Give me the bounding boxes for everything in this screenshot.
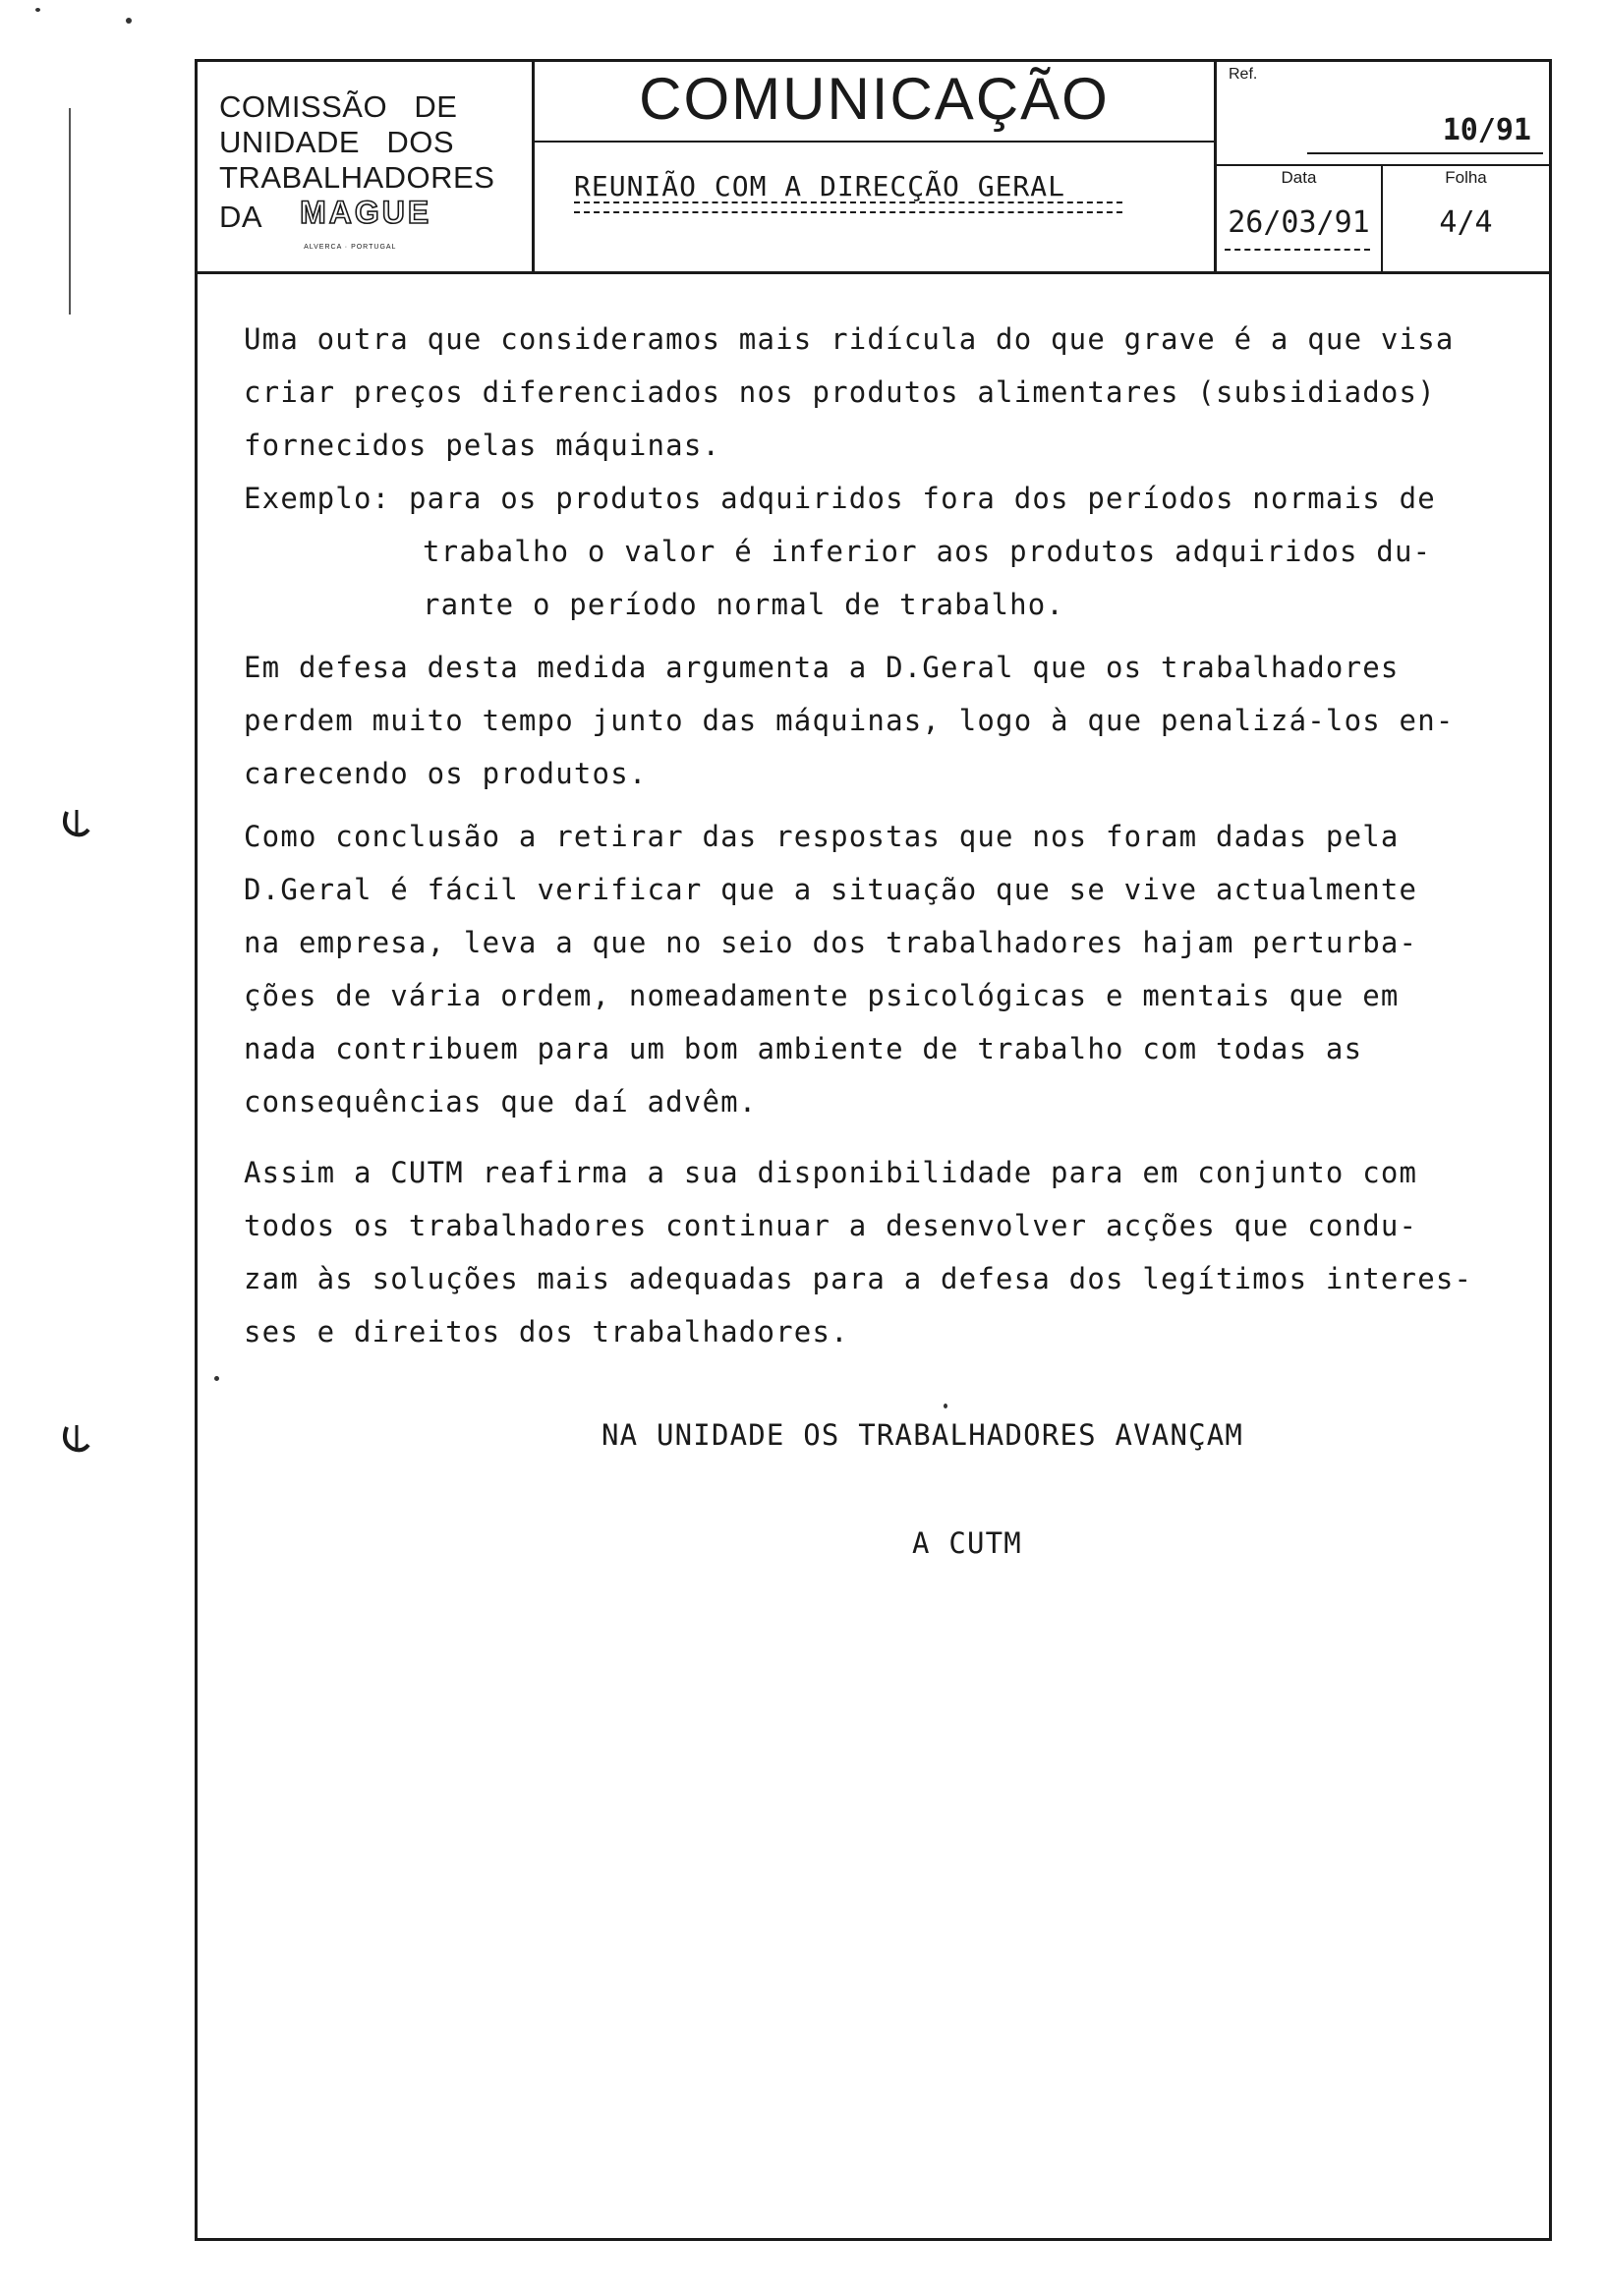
- paragraph-gap: [244, 1128, 1521, 1146]
- closing-slogan: NA UNIDADE OS TRABALHADORES AVANÇAM: [602, 1418, 1244, 1452]
- date-label: Data: [1281, 168, 1317, 187]
- reference-block: [1217, 62, 1549, 271]
- org-da: DA: [219, 200, 263, 234]
- signature: A CUTM: [912, 1526, 1022, 1560]
- document-title: COMUNICAÇÃO: [639, 66, 1110, 132]
- paragraph-4: [244, 1146, 1521, 1358]
- scan-speck: [35, 8, 40, 12]
- text-line: nada contribuem para um bom ambiente de trabalho com todas as: [244, 1032, 1363, 1065]
- text-line: D.Geral é fácil verificar que a situação que se vive actualmente: [244, 873, 1418, 906]
- sheet-value: 4/4: [1439, 205, 1493, 240]
- paragraph-gap: [244, 800, 1521, 810]
- organization-block: [198, 62, 535, 271]
- org-line: TRABALHADORES: [219, 160, 495, 195]
- scan-speck: [126, 18, 132, 24]
- document-subject: REUNIÃO COM A DIRECÇÃO GERAL: [574, 170, 1066, 202]
- ref-label: Ref.: [1229, 66, 1258, 83]
- example-paragraph: [244, 472, 1521, 631]
- text-line: perdem muito tempo junto das máquinas, logo à que penalizá-los en-: [244, 704, 1455, 737]
- date-box: [1217, 166, 1383, 271]
- ref-underline: [1307, 152, 1543, 154]
- logo-word: MAGUE: [300, 195, 432, 230]
- example-label: Exemplo:: [244, 482, 391, 515]
- text-line: todos os trabalhadores continuar a desenvolver acções que condu-: [244, 1209, 1418, 1242]
- scan-margin-line: [69, 108, 71, 315]
- title-divider: [535, 141, 1214, 143]
- text-line: carecendo os produtos.: [244, 757, 648, 790]
- text-line: criar preços diferenciados nos produtos alimentares (subsidiados): [244, 375, 1436, 409]
- punch-hole-icon: [59, 808, 92, 841]
- logo-subtitle: ALVERCA · PORTUGAL: [304, 244, 397, 251]
- paragraph-3: [244, 810, 1521, 1128]
- mague-logo-icon: [300, 195, 457, 251]
- date-value: 26/03/91: [1228, 205, 1370, 240]
- text-line: Como conclusão a retirar das respostas que nos foram dadas pela: [244, 820, 1400, 853]
- text-line: na empresa, leva a que no seio dos trabalhadores hajam perturba-: [244, 926, 1418, 959]
- paragraph-2: [244, 641, 1521, 800]
- text-line: Em defesa desta medida argumenta a D.Geral que os trabalhadores: [244, 651, 1400, 684]
- text-line: consequências que daí advêm.: [244, 1085, 758, 1119]
- text-line: zam às soluções mais adequadas para a defesa dos legítimos interes-: [244, 1262, 1473, 1295]
- text-line: Assim a CUTM reafirma a sua disponibilidade para em conjunto com: [244, 1156, 1418, 1189]
- sheet-label: Folha: [1445, 168, 1487, 187]
- org-line: COMISSÃO DE: [219, 89, 458, 124]
- text-line: trabalho o valor é inferior aos produtos adquiridos du-: [423, 535, 1432, 568]
- title-block: [535, 62, 1217, 271]
- org-line: UNIDADE DOS: [219, 125, 455, 159]
- example-line-first: [244, 472, 1521, 525]
- sheet-box: [1383, 166, 1549, 271]
- document-header: [198, 62, 1549, 274]
- date-underline: [1225, 249, 1370, 251]
- punch-hole-icon: [59, 1423, 92, 1457]
- document-body: [244, 313, 1521, 1358]
- paragraph-1: [244, 313, 1521, 472]
- paragraph-gap: [244, 631, 1521, 641]
- text-line: fornecidos pelas máquinas.: [244, 429, 721, 462]
- subject-underline: [574, 201, 1122, 213]
- text-line: ções de vária ordem, nomeadamente psicológicas e mentais que em: [244, 979, 1400, 1012]
- text-line: rante o período normal de trabalho.: [423, 588, 1065, 621]
- ref-value: 10/91: [1442, 113, 1531, 147]
- text-line: para os produtos adquiridos fora dos períodos normais de: [408, 482, 1436, 515]
- text-line: Uma outra que consideramos mais ridícula do que grave é a que visa: [244, 322, 1455, 356]
- org-line-da: [219, 195, 532, 251]
- text-line: ses e direitos dos trabalhadores.: [244, 1315, 849, 1349]
